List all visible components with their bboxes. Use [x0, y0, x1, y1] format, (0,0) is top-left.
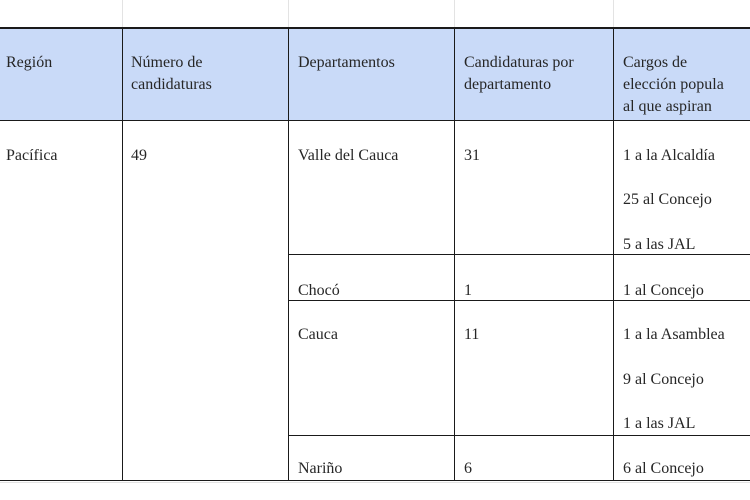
cell-total: 49	[131, 147, 147, 164]
header-numero-candidaturas: Número de candidaturas	[131, 54, 212, 93]
cell-department: Valle del Cauca	[298, 147, 399, 164]
cell-cargo: 9 al Concejo	[623, 371, 704, 388]
header-departamentos: Departamentos	[298, 54, 395, 71]
cell-cargo: 1 a la Alcaldía	[623, 147, 715, 164]
header-cargos: Cargos de elección popula al que aspiran	[623, 54, 724, 115]
border	[0, 120, 750, 121]
border	[454, 28, 455, 481]
cell-department: Nariño	[298, 460, 343, 477]
cell-cargo: 6 al Concejo	[623, 460, 704, 477]
cell-cargo: 1 a las JAL	[623, 415, 696, 432]
grid-line	[0, 482, 750, 483]
cell-department: Cauca	[298, 326, 338, 343]
border	[613, 28, 614, 481]
grid-line	[454, 0, 455, 28]
cell-cargo: 25 al Concejo	[623, 191, 712, 208]
cell-count: 6	[464, 460, 472, 477]
cell-count: 31	[464, 147, 480, 164]
cell-department: Chocó	[298, 282, 340, 299]
cell-cargo: 1 a la Asamblea	[623, 326, 725, 343]
grid-line	[613, 0, 614, 28]
border	[0, 27, 750, 29]
cell-count: 11	[464, 326, 480, 343]
header-candidaturas-por-departamento: Candidaturas por departamento	[464, 54, 574, 93]
border	[288, 435, 750, 436]
border	[288, 28, 289, 481]
border	[0, 480, 750, 481]
cell-region: Pacífica	[6, 147, 58, 164]
grid-line	[122, 0, 123, 28]
cell-count: 1	[464, 282, 472, 299]
grid-line	[288, 0, 289, 28]
header-region: Región	[6, 54, 53, 71]
cell-cargo: 5 a las JAL	[623, 236, 696, 253]
cell-cargo: 1 al Concejo	[623, 282, 704, 299]
border	[122, 28, 123, 481]
